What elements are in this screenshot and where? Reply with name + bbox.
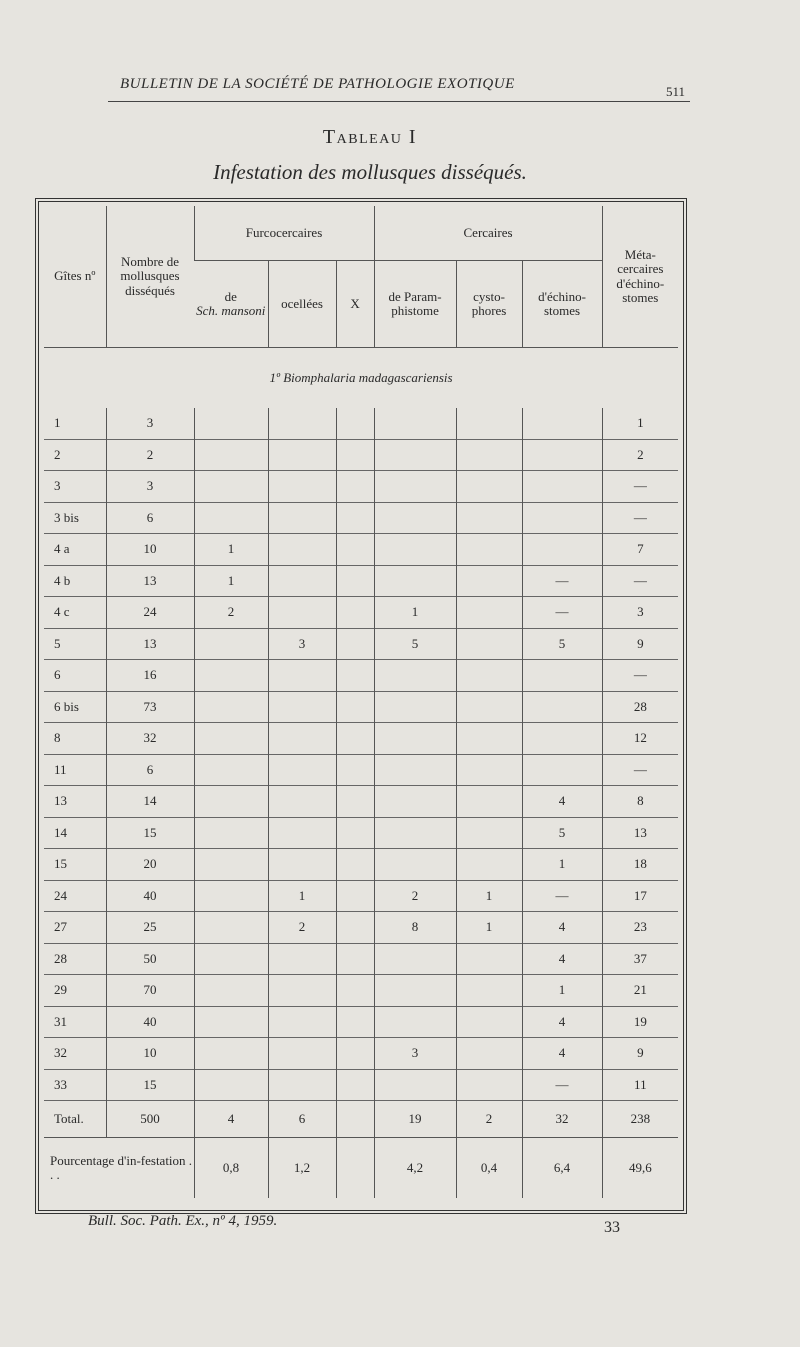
cell-param [374,408,456,439]
cell-nombre: 70 [106,975,194,1007]
cell-cysto [456,471,522,503]
running-title: BULLETIN DE LA SOCIÉTÉ DE PATHOLOGIE EXOTIQUE [120,76,515,92]
cell-nombre: 3 [106,471,194,503]
cell-ocel [268,471,336,503]
cell-x [336,660,374,692]
cell-param: 3 [374,1038,456,1070]
cell-sch [194,628,268,660]
cell-echino: — [522,597,602,629]
cell-ocel [268,943,336,975]
cell-nombre: 40 [106,880,194,912]
percentage-x [336,1138,374,1199]
cell-sch [194,1069,268,1101]
cell-ocel [268,660,336,692]
table-row [44,723,678,755]
table-row [44,786,678,818]
cell-x [336,975,374,1007]
header-rule [108,101,690,102]
cell-meta: 17 [602,880,678,912]
cell-cysto [456,565,522,597]
cell-echino [522,660,602,692]
cell-nombre: 73 [106,691,194,723]
cell-meta: 8 [602,786,678,818]
cell-param [374,691,456,723]
cell-x [336,691,374,723]
signature-number: 33 [604,1219,620,1236]
table-row [44,912,678,944]
cell-gite: 2 [44,439,106,471]
percentage-cysto: 0,4 [456,1138,522,1199]
cell-ocel [268,534,336,566]
cell-nombre: 14 [106,786,194,818]
cell-sch [194,471,268,503]
cell-ocel [268,691,336,723]
total-ocel: 6 [268,1101,336,1138]
cell-meta: — [602,754,678,786]
cell-echino [522,534,602,566]
cell-ocel [268,565,336,597]
cell-gite: 3 bis [44,502,106,534]
cell-ocel [268,1038,336,1070]
total-row [44,1101,678,1138]
cell-x [336,849,374,881]
total-param: 19 [374,1101,456,1138]
cell-param [374,1069,456,1101]
cell-nombre: 32 [106,723,194,755]
cell-gite: 4 a [44,534,106,566]
percentage-param: 4,2 [374,1138,456,1199]
cell-cysto [456,408,522,439]
cell-meta: 19 [602,1006,678,1038]
cell-echino [522,408,602,439]
cell-nombre: 10 [106,534,194,566]
cell-echino: — [522,1069,602,1101]
cell-sch: 1 [194,565,268,597]
table-row [44,408,678,439]
cell-x [336,880,374,912]
percentage-ocel: 1,2 [268,1138,336,1199]
cell-nombre: 25 [106,912,194,944]
cell-nombre: 50 [106,943,194,975]
cell-cysto [456,439,522,471]
cell-ocel [268,597,336,629]
percentage-row [44,1138,678,1199]
cell-meta: 2 [602,439,678,471]
table-row [44,943,678,975]
cell-param [374,1006,456,1038]
cell-cysto [456,660,522,692]
total-echino: 32 [522,1101,602,1138]
cell-echino [522,754,602,786]
cell-x [336,723,374,755]
cell-x [336,628,374,660]
cell-ocel [268,754,336,786]
cell-x [336,912,374,944]
cell-sch [194,1038,268,1070]
cell-nombre: 15 [106,817,194,849]
total-cysto: 2 [456,1101,522,1138]
table-row [44,1006,678,1038]
table-title: Tableau I [322,126,418,148]
percentage-meta: 49,6 [602,1138,678,1199]
cell-cysto [456,817,522,849]
col-header-ocellees: ocellées [268,261,336,348]
total-label: Total. [44,1101,106,1138]
cell-param [374,534,456,566]
cell-echino [522,691,602,723]
cell-gite: 33 [44,1069,106,1101]
cell-cysto [456,786,522,818]
cell-cysto [456,502,522,534]
cell-gite: 4 c [44,597,106,629]
cell-sch [194,817,268,849]
cell-echino: 4 [522,943,602,975]
cell-param [374,565,456,597]
cell-sch [194,408,268,439]
cell-x [336,1038,374,1070]
cell-nombre: 2 [106,439,194,471]
cell-meta: 11 [602,1069,678,1101]
cell-x [336,502,374,534]
table-row [44,439,678,471]
cell-x [336,471,374,503]
cell-nombre: 6 [106,502,194,534]
cell-meta: — [602,471,678,503]
cell-ocel [268,439,336,471]
cell-nombre: 20 [106,849,194,881]
cell-meta: 37 [602,943,678,975]
cell-cysto [456,691,522,723]
cell-cysto [456,534,522,566]
cell-cysto [456,975,522,1007]
cell-sch [194,439,268,471]
cell-x [336,439,374,471]
cell-sch [194,691,268,723]
cell-meta: — [602,565,678,597]
cell-x [336,565,374,597]
cell-meta: 9 [602,628,678,660]
col-header-gites: Gîtes nº [54,268,96,284]
table-row [44,1038,678,1070]
col-header-paramphistome: de Param-phistome [374,261,456,348]
group-label: 1º Biomphalaria madagascariensis [44,348,678,409]
cell-gite: 11 [44,754,106,786]
total-x [336,1101,374,1138]
cell-gite: 3 [44,471,106,503]
cell-cysto [456,723,522,755]
cell-gite: 24 [44,880,106,912]
cell-sch [194,849,268,881]
cell-gite: 15 [44,849,106,881]
cell-nombre: 40 [106,1006,194,1038]
cell-x [336,754,374,786]
table-row [44,597,678,629]
col-header-sch-name: Sch. mansoni [196,303,266,318]
cell-param [374,786,456,818]
cell-x [336,1069,374,1101]
cell-sch [194,943,268,975]
cell-echino: 5 [522,817,602,849]
cell-meta: 28 [602,691,678,723]
cell-nombre: 10 [106,1038,194,1070]
cell-ocel [268,408,336,439]
cell-ocel [268,849,336,881]
cell-param [374,660,456,692]
cell-meta: 13 [602,817,678,849]
cell-echino [522,502,602,534]
cell-x [336,817,374,849]
cell-x [336,786,374,818]
cell-cysto [456,628,522,660]
col-group-furcocercaires: Furcocercaires [194,206,374,261]
cell-x [336,534,374,566]
cell-gite: 8 [44,723,106,755]
cell-nombre: 15 [106,1069,194,1101]
cell-echino: 4 [522,1006,602,1038]
cell-sch: 1 [194,534,268,566]
cell-meta: 3 [602,597,678,629]
cell-cysto [456,943,522,975]
cell-x [336,408,374,439]
cell-echino: 1 [522,849,602,881]
cell-ocel: 1 [268,880,336,912]
table-row [44,1069,678,1101]
cell-meta: — [602,502,678,534]
table-row [44,849,678,881]
cell-param: 5 [374,628,456,660]
cell-sch [194,975,268,1007]
page-number: 511 [666,84,686,99]
cell-ocel [268,502,336,534]
cell-sch [194,660,268,692]
infestation-table [44,206,678,1198]
cell-gite: 27 [44,912,106,944]
cell-x [336,597,374,629]
cell-meta: 18 [602,849,678,881]
table-row [44,691,678,723]
cell-meta: — [602,660,678,692]
table-row [44,880,678,912]
cell-gite: 13 [44,786,106,818]
cell-gite: 32 [44,1038,106,1070]
cell-nombre: 6 [106,754,194,786]
col-header-echinostomes: d'échino-stomes [522,261,602,348]
cell-gite: 31 [44,1006,106,1038]
cell-sch [194,880,268,912]
cell-param [374,471,456,503]
cell-sch: 2 [194,597,268,629]
table-row [44,628,678,660]
cell-ocel [268,1006,336,1038]
cell-nombre: 13 [106,628,194,660]
col-header-sch-de: de [224,288,237,304]
cell-sch [194,723,268,755]
percentage-sch: 0,8 [194,1138,268,1199]
col-header-x: X [336,261,374,348]
cell-cysto [456,754,522,786]
table-subtitle: Infestation des mollusques disséqués. [213,160,527,184]
cell-nombre: 13 [106,565,194,597]
cell-ocel [268,723,336,755]
cell-meta: 1 [602,408,678,439]
table-row [44,754,678,786]
cell-echino: 4 [522,786,602,818]
cell-echino [522,439,602,471]
cell-param [374,975,456,1007]
cell-gite: 4 b [44,565,106,597]
cell-cysto [456,597,522,629]
cell-cysto [456,849,522,881]
cell-param [374,849,456,881]
cell-sch [194,754,268,786]
table-row [44,817,678,849]
footer-citation: Bull. Soc. Path. Ex., nº 4, 1959. [88,1213,278,1229]
cell-ocel: 2 [268,912,336,944]
col-header-metacercaires: Méta-cercaires d'échino-stomes [602,206,678,348]
cell-gite: 1 [54,415,61,431]
cell-gite: 5 [44,628,106,660]
cell-echino: — [522,565,602,597]
col-header-sch-mansoni [194,261,268,348]
table-row [44,534,678,566]
table-row [44,471,678,503]
cell-cysto [456,1038,522,1070]
cell-nombre: 16 [106,660,194,692]
cell-param [374,817,456,849]
cell-param [374,943,456,975]
cell-ocel [268,1069,336,1101]
table-row [44,660,678,692]
percentage-label: Pourcentage d'in-festation . . . [44,1138,194,1199]
cell-param: 2 [374,880,456,912]
cell-nombre: 3 [106,408,194,439]
cell-ocel: 3 [268,628,336,660]
cell-param [374,723,456,755]
cell-param [374,502,456,534]
cell-echino: 4 [522,912,602,944]
table-row [44,502,678,534]
cell-param [374,439,456,471]
cell-meta: 7 [602,534,678,566]
cell-ocel [268,975,336,1007]
table-row [44,565,678,597]
cell-cysto [456,1006,522,1038]
cell-x [336,1006,374,1038]
cell-echino: 5 [522,628,602,660]
cell-meta: 23 [602,912,678,944]
cell-ocel [268,786,336,818]
cell-sch [194,912,268,944]
cell-gite: 6 bis [44,691,106,723]
cell-param: 1 [374,597,456,629]
total-meta: 238 [602,1101,678,1138]
cell-sch [194,502,268,534]
col-group-cercaires: Cercaires [374,206,602,261]
cell-param: 8 [374,912,456,944]
cell-meta: 21 [602,975,678,1007]
col-header-nombre: Nombre de mollusques disséqués [106,206,194,348]
cell-sch [194,1006,268,1038]
total-sch: 4 [194,1101,268,1138]
cell-ocel [268,817,336,849]
cell-gite: 28 [44,943,106,975]
cell-meta: 9 [602,1038,678,1070]
cell-gite: 29 [44,975,106,1007]
cell-gite: 6 [44,660,106,692]
percentage-echino: 6,4 [522,1138,602,1199]
cell-echino: 1 [522,975,602,1007]
cell-echino: 4 [522,1038,602,1070]
col-header-cystophores: cysto-phores [456,261,522,348]
total-nombre: 500 [106,1101,194,1138]
cell-cysto: 1 [456,912,522,944]
cell-cysto: 1 [456,880,522,912]
cell-param [374,754,456,786]
cell-gite: 14 [44,817,106,849]
cell-echino: — [522,880,602,912]
cell-meta: 12 [602,723,678,755]
cell-x [336,943,374,975]
cell-echino [522,471,602,503]
cell-cysto [456,1069,522,1101]
cell-echino [522,723,602,755]
table-row [44,975,678,1007]
cell-sch [194,786,268,818]
cell-nombre: 24 [106,597,194,629]
